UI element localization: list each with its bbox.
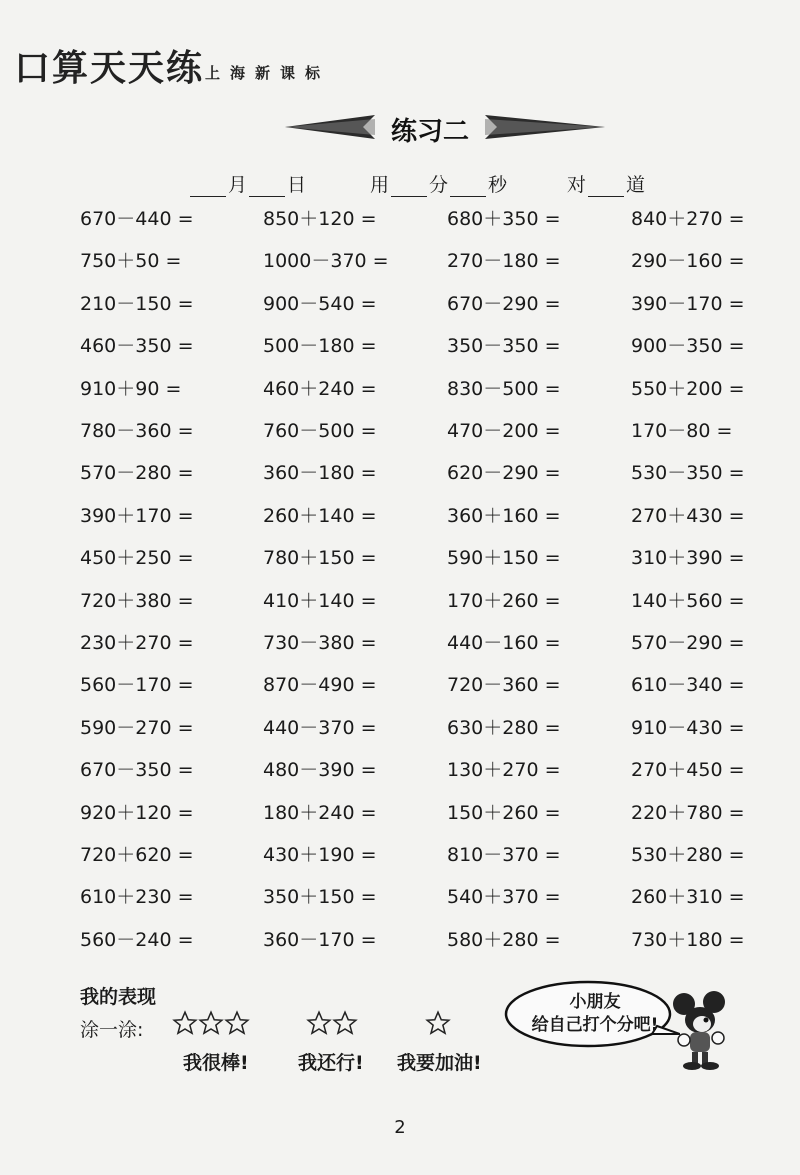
math-problem: 840＋270 = (631, 208, 745, 230)
math-problem: 590＋150 = (447, 547, 561, 570)
math-problem: 540＋370 = (447, 886, 561, 909)
praise-try-harder: 我要加油! (397, 1052, 482, 1074)
math-problem: 580＋280 = (447, 928, 561, 951)
math-problem: 900－540 = (263, 292, 377, 315)
math-problem: 460＋240 = (263, 377, 377, 400)
brand-subtitle: 上海新课标 (205, 64, 331, 82)
math-problem: 440－370 = (263, 716, 377, 739)
math-problem: 470－200 = (447, 420, 561, 442)
math-problem: 720＋380 = (80, 589, 194, 612)
math-problem: 730－380 = (263, 632, 377, 654)
second-label: 秒 (488, 174, 508, 196)
math-problem: 500－180 = (263, 335, 377, 358)
math-problem: 270＋430 = (631, 504, 745, 527)
math-problem: 670－350 = (80, 759, 194, 782)
math-problem: 760－500 = (263, 420, 377, 442)
praise-great: 我很棒! (183, 1052, 249, 1074)
math-problem: 780＋150 = (263, 547, 377, 570)
math-problem: 360－180 = (263, 462, 377, 485)
math-problem: 390－170 = (631, 292, 745, 315)
math-problem: 670－440 = (80, 208, 194, 230)
math-problem: 670－290 = (447, 292, 561, 315)
math-problem: 270－180 = (447, 250, 561, 273)
math-problem: 130＋270 = (447, 759, 561, 782)
star-icon[interactable] (198, 1010, 224, 1036)
star-icon[interactable] (306, 1010, 332, 1036)
math-problem: 810－370 = (447, 844, 561, 866)
math-problem: 530－350 = (631, 462, 745, 485)
math-problem: 560－240 = (80, 928, 194, 951)
month-blank[interactable] (190, 174, 226, 197)
math-problem: 1000－370 = (263, 250, 389, 273)
correct-label: 对 (567, 174, 587, 196)
math-problem: 570－280 = (80, 462, 194, 485)
math-problem: 260＋310 = (631, 886, 745, 909)
problem-row (0, 925, 800, 965)
math-problem: 900－350 = (631, 335, 745, 358)
used-label: 用 (370, 174, 390, 196)
math-problem: 720＋620 = (80, 844, 194, 866)
math-problem: 180＋240 = (263, 801, 377, 824)
exercise-title-banner (285, 105, 605, 149)
math-problem: 140＋560 = (631, 589, 745, 612)
math-problem: 450＋250 = (80, 547, 194, 570)
star-group-two (306, 1010, 358, 1036)
brand-title: 口算天天练 (14, 47, 205, 89)
correct-count-blank[interactable] (588, 174, 624, 197)
star-icon[interactable] (425, 1010, 451, 1036)
problem-row (0, 670, 800, 710)
day-blank[interactable] (249, 174, 285, 197)
math-problem: 350＋150 = (263, 886, 377, 909)
math-problem: 150＋260 = (447, 801, 561, 824)
math-problem: 480－390 = (263, 759, 377, 782)
math-problem: 460－350 = (80, 335, 194, 358)
math-problem: 750＋50 = (80, 250, 182, 273)
problem-row (0, 246, 800, 286)
problem-row (0, 501, 800, 541)
exercise-title: 练习二 (390, 117, 469, 147)
math-problem: 220＋780 = (631, 801, 745, 824)
star-group-three (172, 1010, 250, 1036)
math-problem: 920＋120 = (80, 801, 194, 824)
problem-row (0, 755, 800, 795)
math-problem: 830－500 = (447, 377, 561, 400)
bubble-line-1: 小朋友 (569, 992, 621, 1012)
problem-row (0, 374, 800, 414)
page-number: 2 (394, 1117, 406, 1138)
math-problem: 440－160 = (447, 632, 561, 654)
problem-row (0, 882, 800, 922)
cartoon-mouse-icon (662, 990, 737, 1070)
math-problem: 410＋140 = (263, 589, 377, 612)
math-problem: 230＋270 = (80, 632, 194, 654)
performance-label: 我的表现 (80, 986, 157, 1008)
second-blank[interactable] (450, 174, 486, 197)
star-icon[interactable] (172, 1010, 198, 1036)
problem-row (0, 458, 800, 498)
math-problem: 870－490 = (263, 674, 377, 697)
day-label: 日 (287, 174, 307, 196)
bubble-line-2: 给自己打个分吧! (531, 1015, 659, 1035)
star-group-one (425, 1010, 451, 1036)
math-problem: 910－430 = (631, 716, 745, 739)
problem-row (0, 289, 800, 329)
math-problem: 550＋200 = (631, 377, 745, 400)
items-label: 道 (626, 174, 646, 196)
paint-label: 涂一涂: (80, 1019, 144, 1041)
math-problem: 310＋390 = (631, 547, 745, 570)
math-problem: 290－160 = (631, 250, 745, 273)
math-problem: 570－290 = (631, 632, 745, 654)
star-icon[interactable] (332, 1010, 358, 1036)
problem-row (0, 798, 800, 838)
math-problem: 430＋190 = (263, 844, 377, 866)
math-problem: 680＋350 = (447, 208, 561, 230)
math-problem: 360－170 = (263, 928, 377, 951)
math-problem: 590－270 = (80, 716, 194, 739)
bubble-text (530, 991, 660, 1037)
math-problem: 170－80 = (631, 420, 733, 442)
math-problem: 210－150 = (80, 292, 194, 315)
star-icon[interactable] (224, 1010, 250, 1036)
math-problem: 620－290 = (447, 462, 561, 485)
minute-blank[interactable] (391, 174, 427, 197)
page-header (0, 0, 800, 100)
praise-ok: 我还行! (298, 1052, 364, 1074)
math-problem: 560－170 = (80, 674, 194, 697)
math-problem: 360＋160 = (447, 504, 561, 527)
math-problem: 610－340 = (631, 674, 745, 697)
problem-row (0, 586, 800, 626)
math-problem: 850＋120 = (263, 208, 377, 230)
math-problem: 730＋180 = (631, 928, 745, 951)
math-problem: 720－360 = (447, 674, 561, 697)
problem-row (0, 543, 800, 583)
math-problem: 610＋230 = (80, 886, 194, 909)
math-problem: 270＋450 = (631, 759, 745, 782)
math-problem: 390＋170 = (80, 504, 194, 527)
problem-row (0, 628, 800, 668)
math-problem: 780－360 = (80, 420, 194, 442)
problem-row (0, 204, 800, 244)
math-problem: 910＋90 = (80, 377, 182, 400)
month-label: 月 (228, 174, 248, 196)
math-problem: 630＋280 = (447, 716, 561, 739)
problem-row (0, 840, 800, 880)
problem-row (0, 416, 800, 456)
problem-row (0, 331, 800, 371)
date-time-line (0, 170, 800, 200)
math-problem: 350－350 = (447, 335, 561, 358)
math-problem: 260＋140 = (263, 504, 377, 527)
problem-row (0, 713, 800, 753)
math-problem: 530＋280 = (631, 844, 745, 866)
minute-label: 分 (429, 174, 449, 196)
math-problem: 170＋260 = (447, 589, 561, 612)
